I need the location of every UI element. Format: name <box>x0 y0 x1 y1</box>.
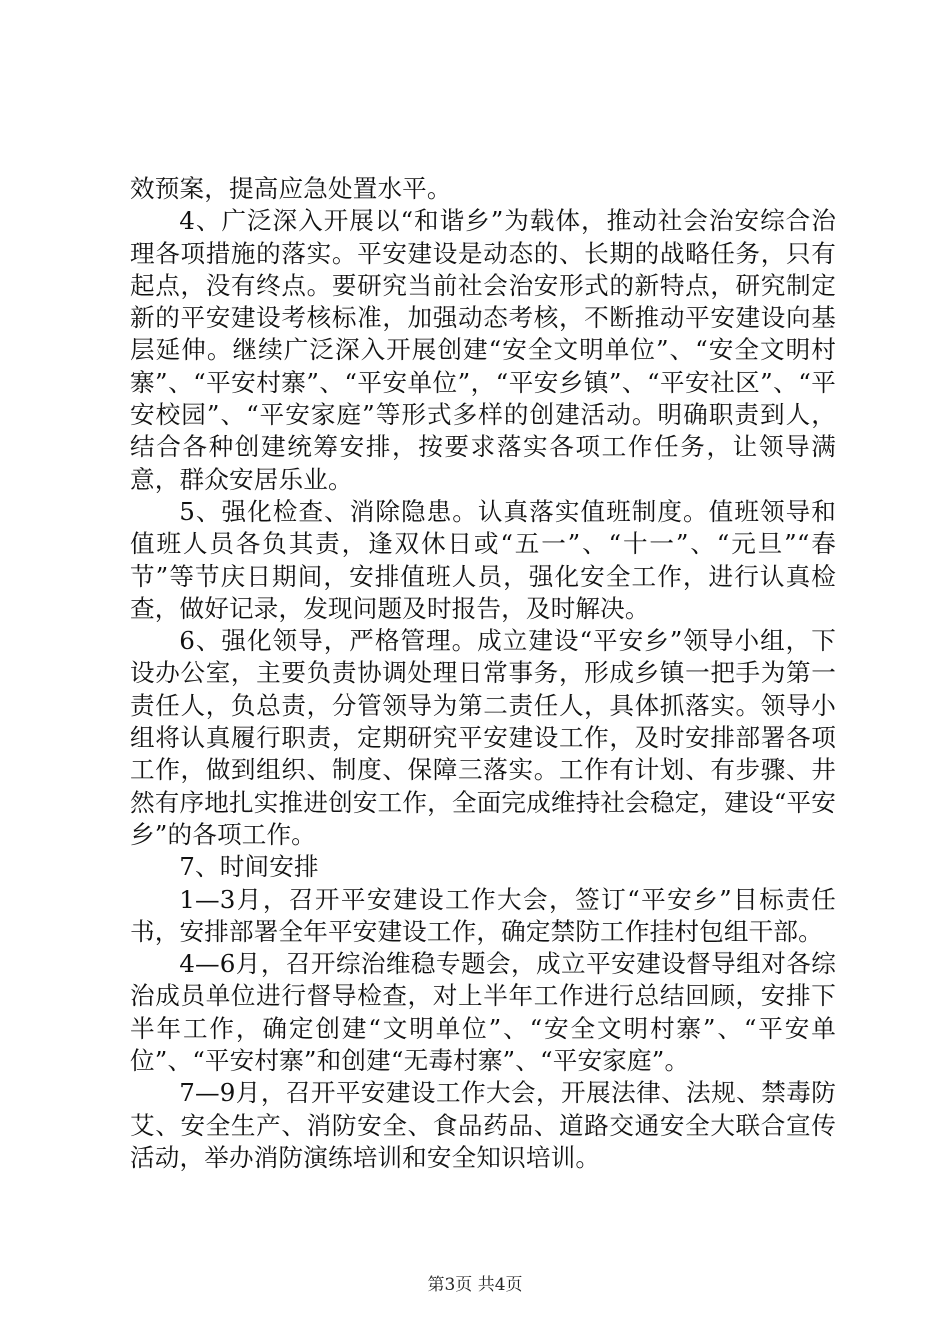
paragraph-item-5: 5、强化检查、消除隐患。认真落实值班制度。值班领导和值班人员各负其责，逢双休日或“五一”、“十一”、“元旦”“春节”等节庆日期间，安排值班人员，强化安全工作，进行认真检查，做好记录，发现问题及时报告，及时解决。 <box>130 496 836 623</box>
paragraph-item-7-heading: 7、时间安排 <box>179 852 319 882</box>
paragraph-schedule-q1: 1—3月，召开平安建设工作大会，签订“平安乡”目标责任书，安排部署全年平安建设工作，确定禁防工作挂村包组干部。 <box>130 884 836 946</box>
paragraph-continuation: 效预案，提高应急处置水平。 <box>130 174 452 203</box>
document-body <box>130 173 836 1174</box>
paragraph-schedule-q3: 7—9月，召开平安建设工作大会，开展法律、法规、禁毒防艾、安全生产、消防安全、食品药品、道路交通安全大联合宣传活动，举办消防演练培训和安全知识培训。 <box>130 1078 836 1172</box>
paragraph-item-6: 6、强化领导，严格管理。成立建设“平安乡”领导小组，下设办公室，主要负责协调处理日常事务，形成乡镇一把手为第一责任人，负总责，分管领导为第二责任人，具体抓落实。领导小组将认真履行职责，定期研究平安建设工作，及时安排部署各项工作，做到组织、制度、保障三落实。工作有计划、有步骤、井然有序地扎实推进创安工作，全面完成维持社会稳定，建设“平安乡”的各项工作。 <box>130 626 836 849</box>
page-footer: 第3页 共4页 <box>427 1275 523 1295</box>
paragraph-schedule-q2: 4—6月，召开综治维稳专题会，成立平安建设督导组对各综治成员单位进行督导检查，对上半年工作进行总结回顾，安排下半年工作，确定创建“文明单位”、“安全文明村寨”、“平安单位”、“平安村寨”和创建“无毒村寨”、“平安家庭”。 <box>130 949 836 1076</box>
paragraph-item-4: 4、广泛深入开展以“和谐乡”为载体，推动社会治安综合治理各项措施的落实。平安建设是动态的、长期的战略任务，只有起点，没有终点。要研究当前社会治安形式的新特点，研究制定新的平安建设考核标准，加强动态考核，不断推动平安建设向基层延伸。继续广泛深入开展创建“安全文明单位”、“安全文明村寨”、“平安村寨”、“平安单位”，“平安乡镇”、“平安社区”、“平安校园”、“平安家庭”等形式多样的创建活动。明确职责到人，结合各种创建统筹安排，按要求落实各项工作任务，让领导满意，群众安居乐业。 <box>130 206 836 494</box>
